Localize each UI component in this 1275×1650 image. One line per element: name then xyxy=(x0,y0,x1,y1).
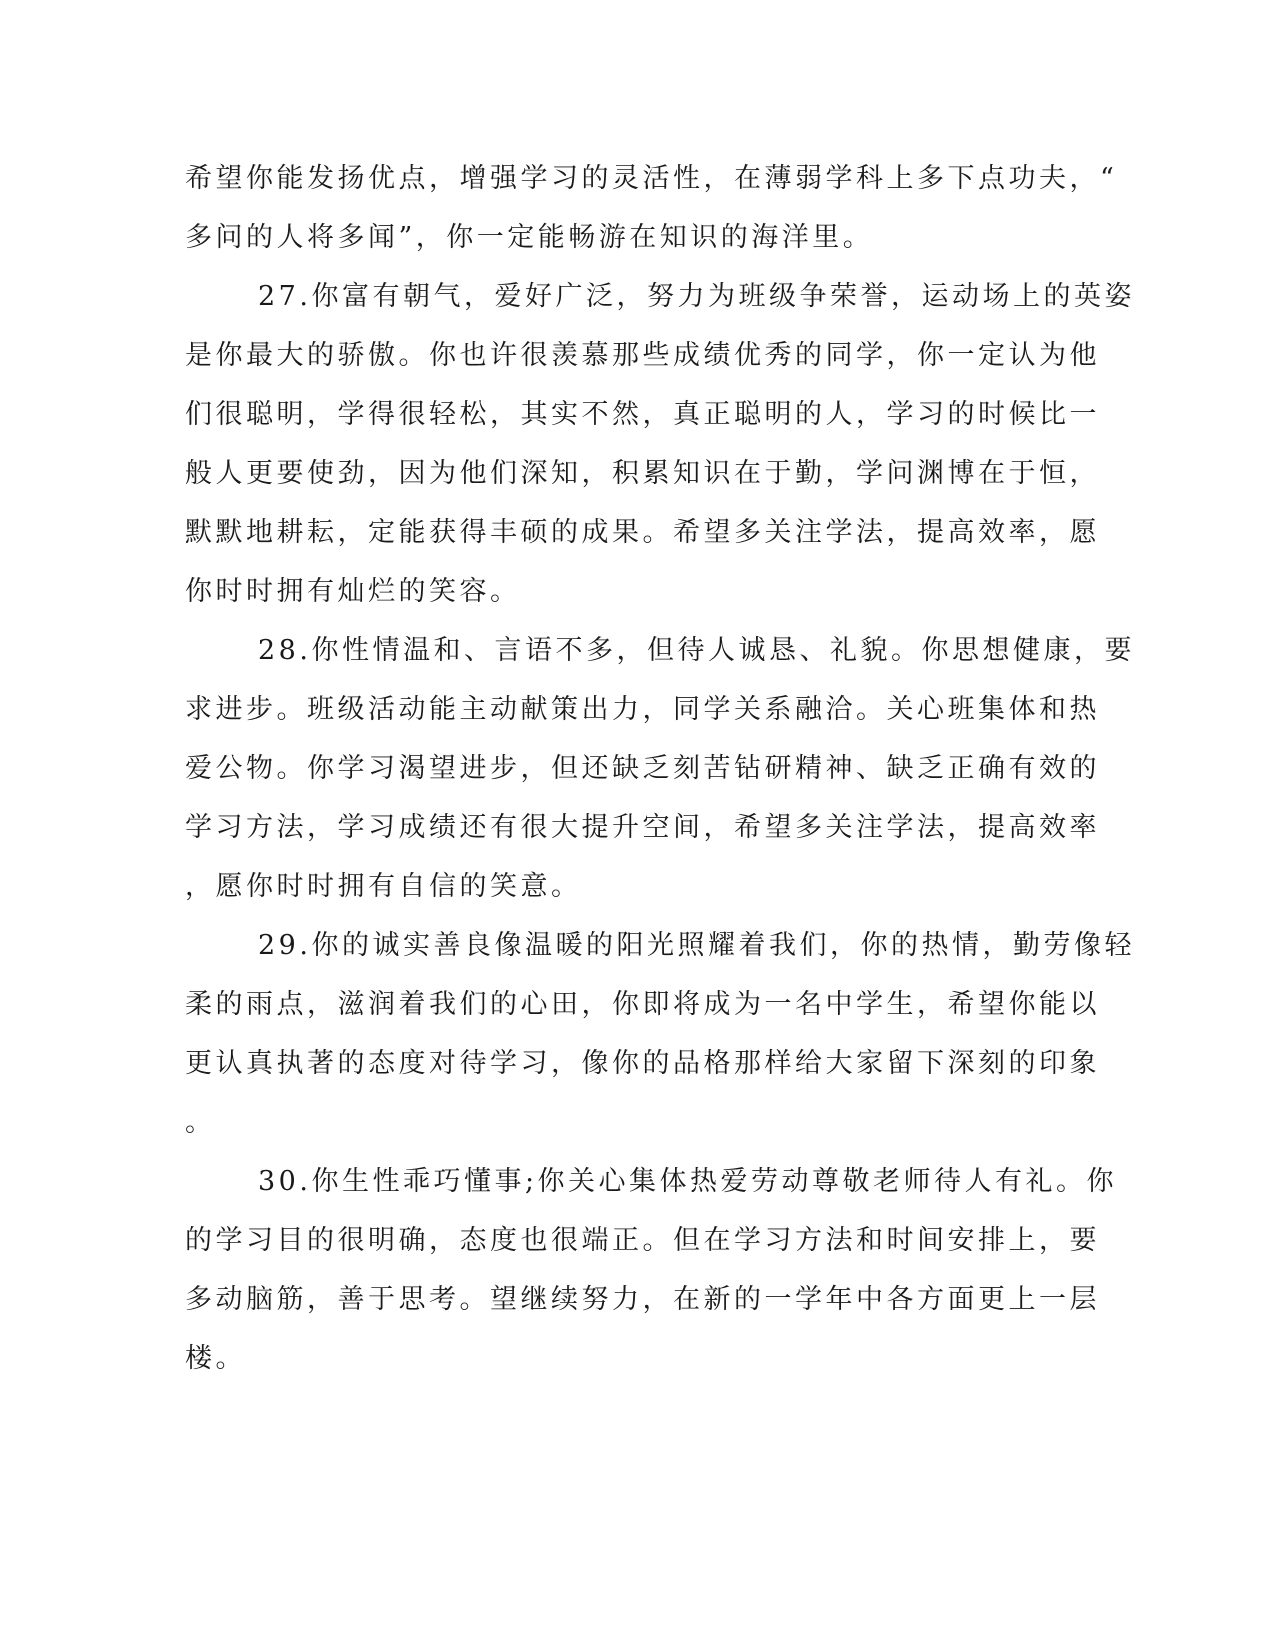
text-line: 更认真执著的态度对待学习，像你的品格那样给大家留下深刻的印象 xyxy=(185,1048,1100,1079)
text-line: 般人更要使劲，因为他们深知，积累知识在于勤，学问渊博在于恒， xyxy=(185,458,1100,489)
text-line: 柔的雨点，滋润着我们的心田，你即将成为一名中学生，希望你能以 xyxy=(185,989,1100,1020)
text-line: 多动脑筋，善于思考。望继续努力，在新的一学年中各方面更上一层 xyxy=(185,1284,1100,1315)
text-line: 求进步。班级活动能主动献策出力，同学关系融洽。关心班集体和热 xyxy=(185,694,1100,725)
text-line: 希望你能发扬优点，增强学习的灵活性，在薄弱学科上多下点功夫，“ xyxy=(185,163,1118,194)
text-line: 你时时拥有灿烂的笑容。 xyxy=(185,576,521,607)
text-line: 是你最大的骄傲。你也许很羡慕那些成绩优秀的同学，你一定认为他 xyxy=(185,340,1100,371)
text-line: 学习方法，学习成绩还有很大提升空间，希望多关注学法，提高效率 xyxy=(185,812,1100,843)
text-line: 默默地耕耘，定能获得丰硕的成果。希望多关注学法，提高效率，愿 xyxy=(185,517,1100,548)
text-line: ，愿你时时拥有自信的笑意。 xyxy=(185,871,582,902)
text-line: 。 xyxy=(185,1107,216,1138)
text-line: 爱公物。你学习渴望进步，但还缺乏刻苦钻研精神、缺乏正确有效的 xyxy=(185,753,1100,784)
paragraph-27-start: 27.你富有朝气，爱好广泛，努力为班级争荣誉，运动场上的英姿 xyxy=(258,281,1135,312)
text-line: 的学习目的很明确，态度也很端正。但在学习方法和时间安排上，要 xyxy=(185,1225,1100,1256)
paragraph-29-start: 29.你的诚实善良像温暖的阳光照耀着我们，你的热情，勤劳像轻 xyxy=(258,930,1135,961)
text-line: 们很聪明，学得很轻松，其实不然，真正聪明的人，学习的时候比一 xyxy=(185,399,1100,430)
paragraph-30-start: 30.你生性乖巧懂事;你关心集体热爱劳动尊敬老师待人有礼。你 xyxy=(258,1166,1118,1197)
paragraph-28-start: 28.你性情温和、言语不多，但待人诚恳、礼貌。你思想健康，要 xyxy=(258,635,1135,666)
text-line: 多问的人将多闻”，你一定能畅游在知识的海洋里。 xyxy=(185,222,874,253)
text-line: 楼。 xyxy=(185,1343,246,1374)
